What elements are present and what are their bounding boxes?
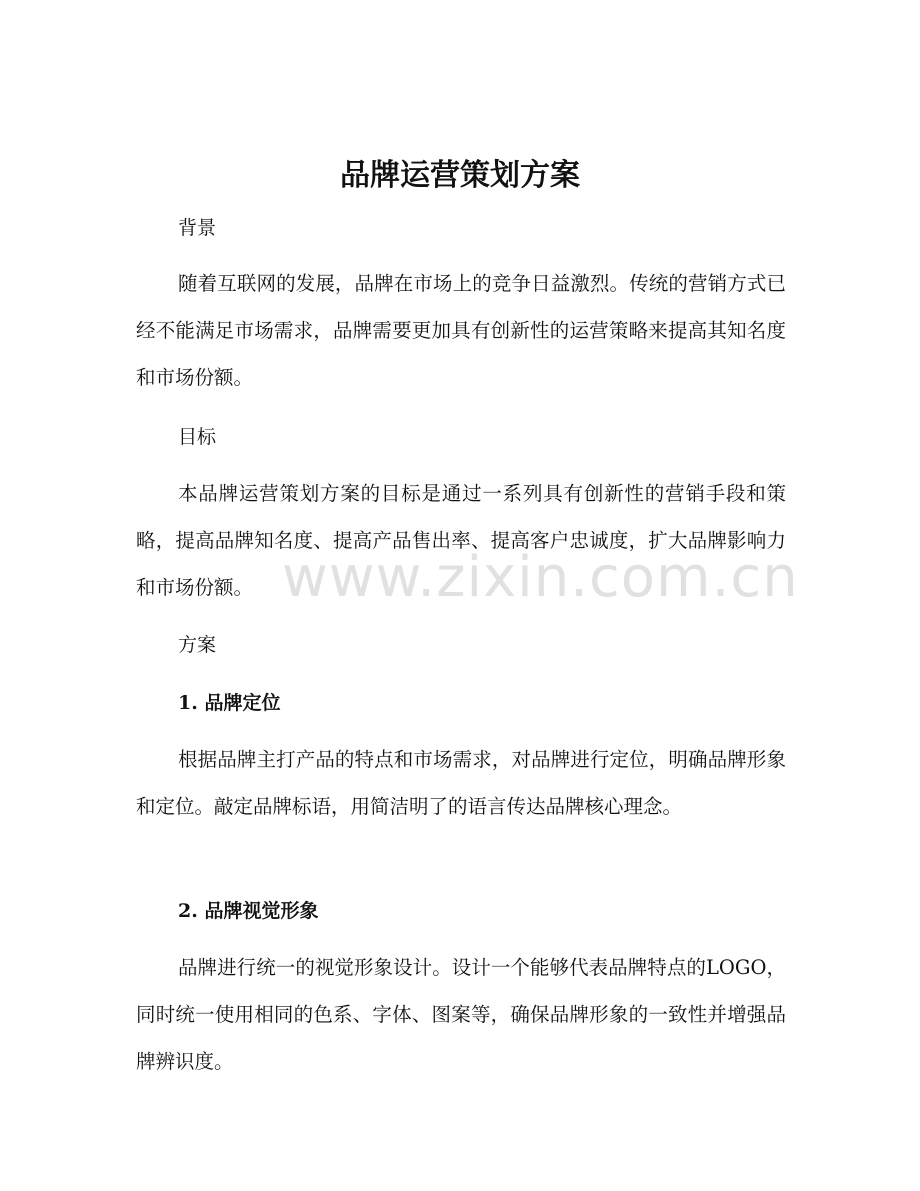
section-text-background: 随着互联网的发展，品牌在市场上的竞争日益激烈。传统的营销方式已经不能满足市场需求，品牌需要更加具有创新性的运营策略来提高其知名度和市场份额。 (136, 272, 786, 389)
plan-item-text-visual-identity: 品牌进行统一的视觉形象设计。设计一个能够代表品牌特点的LOGO，同时统一使用相同的色系、字体、图案等，确保品牌形象的一致性并增强品牌辨识度。 (136, 956, 786, 1073)
section-heading-plan: 方案 (178, 634, 217, 656)
plan-item-heading-positioning: 1. 品牌定位 (178, 692, 281, 714)
document-title: 品牌运营策划方案 (340, 158, 580, 193)
section-heading-goal: 目标 (178, 426, 217, 448)
section-text-goal: 本品牌运营策划方案的目标是通过一系列具有创新性的营销手段和策略，提高品牌知名度、提高产品售出率、提高客户忠诚度，扩大品牌影响力和市场份额。 (136, 482, 786, 599)
plan-item-heading-visual-identity: 2. 品牌视觉形象 (178, 900, 319, 922)
plan-item-text-positioning: 根据品牌主打产品的特点和市场需求，对品牌进行定位，明确品牌形象和定位。敲定品牌标语，用简洁明了的语言传达品牌核心理念。 (136, 748, 786, 818)
watermark: www.zixin.com.cn (282, 545, 799, 610)
section-heading-background: 背景 (178, 217, 217, 239)
